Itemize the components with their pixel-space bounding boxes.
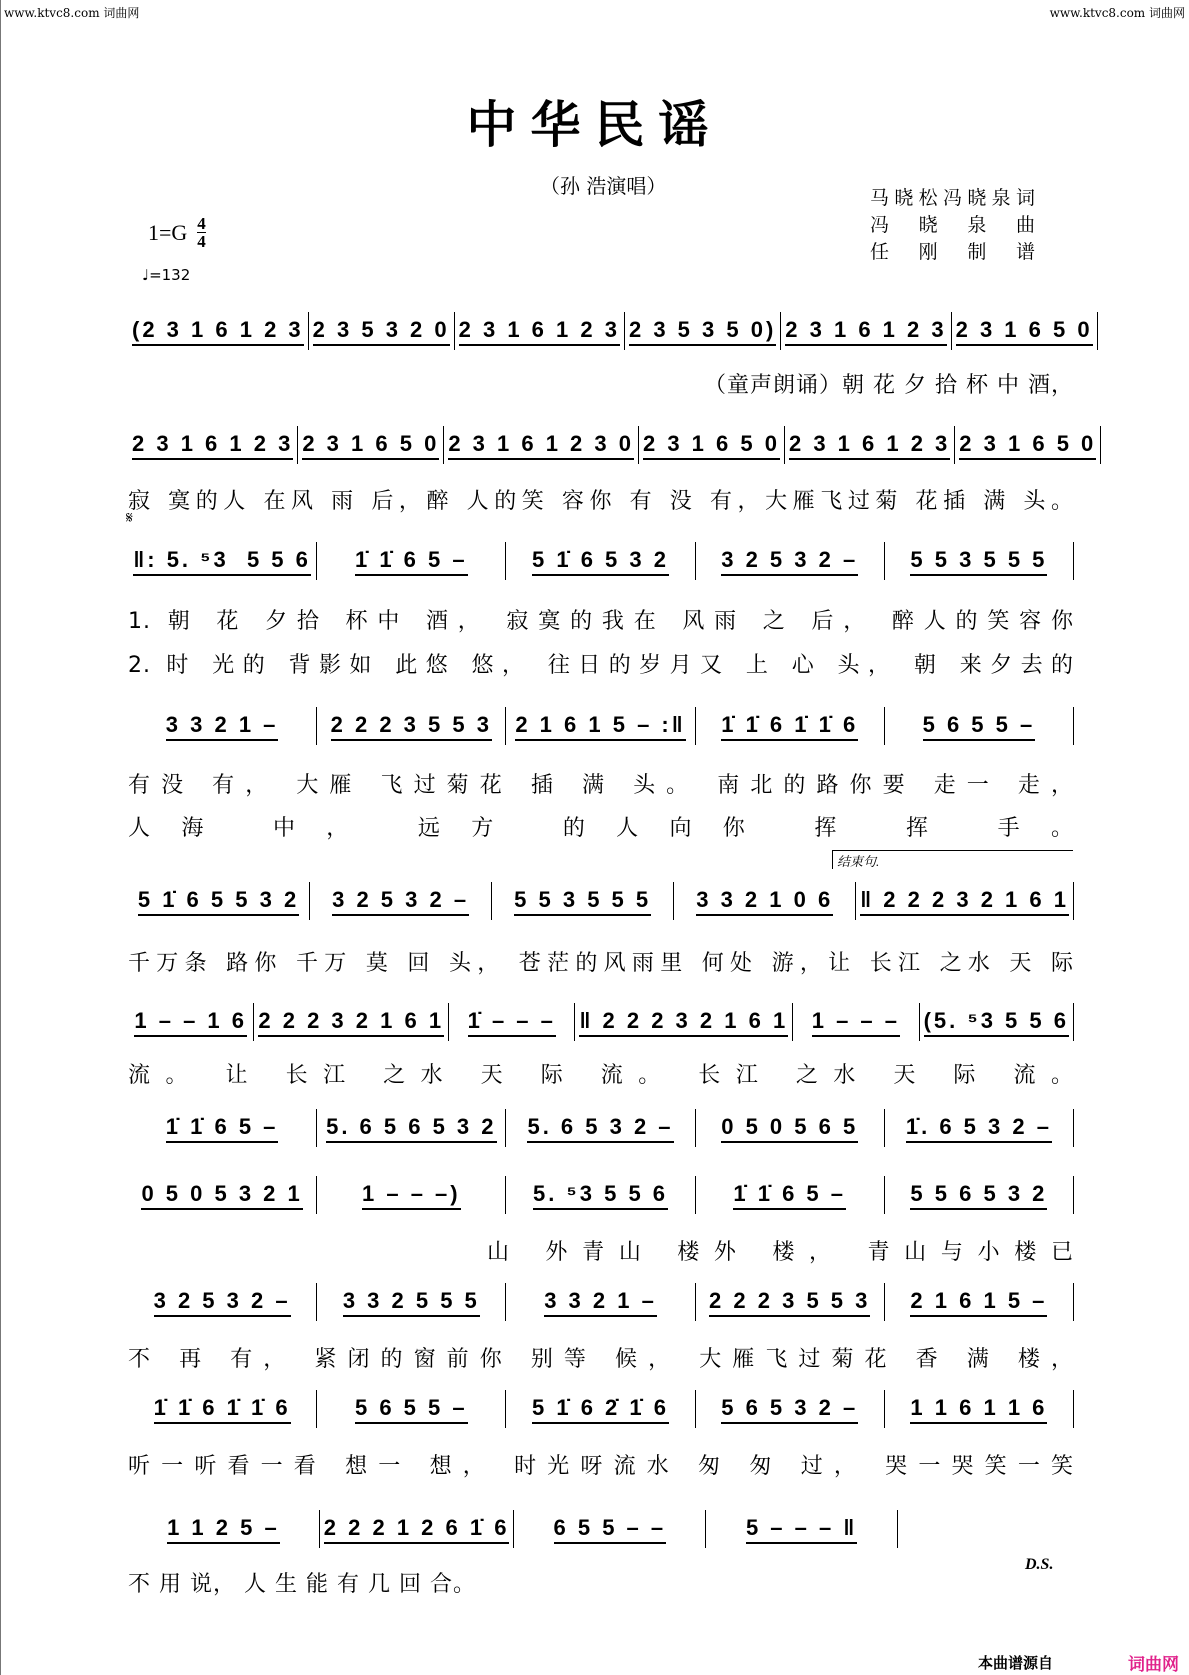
measure-notes: 1 – – –) bbox=[362, 1181, 461, 1210]
measure bbox=[696, 707, 885, 745]
measure-notes: 5 5 3 5 5 5 bbox=[514, 887, 651, 916]
measure-notes: 3 3 2 5 5 5 bbox=[343, 1288, 480, 1317]
staff-row bbox=[128, 1510, 898, 1548]
measure bbox=[310, 882, 492, 920]
measure bbox=[128, 707, 317, 745]
staff-row bbox=[128, 426, 1097, 464]
measure-notes: 2 3 5 3 5 0) bbox=[629, 317, 776, 346]
measure bbox=[885, 1283, 1074, 1321]
measure bbox=[128, 426, 298, 464]
measure bbox=[506, 1390, 695, 1428]
key-signature bbox=[148, 215, 206, 250]
measure-notes: 1̇. 6 5 3 2 – bbox=[906, 1114, 1052, 1143]
measure-notes: 5 – – – ‖ bbox=[746, 1515, 857, 1544]
measure bbox=[955, 426, 1101, 464]
measure-notes: 5 6 5 5 – bbox=[923, 712, 1036, 741]
measure bbox=[506, 1283, 695, 1321]
staff-row bbox=[128, 1109, 1074, 1147]
measure-notes: 2 2 2 3 2 1 6 1 bbox=[258, 1008, 444, 1037]
measure bbox=[506, 707, 695, 745]
measure-notes: 1 – – 1 6 bbox=[134, 1008, 247, 1037]
measure-notes: 3 2 5 3 2 – bbox=[721, 547, 858, 576]
staff-row bbox=[128, 1390, 1074, 1428]
measure bbox=[696, 542, 885, 580]
measure bbox=[128, 1176, 317, 1214]
measure bbox=[793, 1003, 919, 1041]
measure bbox=[317, 1176, 506, 1214]
measure-notes: 5 1̇ 6 5 3 2 bbox=[532, 547, 669, 576]
measure-notes: 2 3 1 6 1 2 3 bbox=[789, 431, 950, 460]
measure bbox=[455, 312, 625, 350]
measure bbox=[706, 1510, 898, 1548]
measure-notes: 2 3 1 6 1 2 3 bbox=[132, 431, 293, 460]
measure-notes: 5 5 6 5 3 2 bbox=[910, 1181, 1047, 1210]
measure-notes: 2 3 1 6 5 0 bbox=[643, 431, 780, 460]
lyric-line: 不 再 有， 紧闭的窗前你 别等 候， 大雁飞过菊花 香 满 楼， bbox=[128, 1347, 1074, 1372]
measure-notes: 2 1 6 1 5 – :‖ bbox=[515, 712, 685, 741]
measure-notes: 2 3 1 6 5 0 bbox=[302, 431, 439, 460]
lyric-line: 听一听看一看 想一 想， 时光呀流水 匆 匆 过， 哭一哭笑一笑 bbox=[128, 1454, 1074, 1479]
staff-row bbox=[128, 1176, 1074, 1214]
page-border bbox=[0, 0, 1, 1675]
credits bbox=[870, 185, 1035, 266]
measure-notes: 0 5 0 5 3 2 1 bbox=[141, 1181, 302, 1210]
measure bbox=[506, 1109, 695, 1147]
measure bbox=[128, 312, 309, 350]
measure bbox=[317, 1283, 506, 1321]
measure bbox=[785, 426, 955, 464]
measure bbox=[885, 1176, 1074, 1214]
singer: （孙 浩演唱） bbox=[540, 174, 667, 198]
measure-notes: 1̇ 1̇ 6 5 – bbox=[355, 547, 468, 576]
staff-row bbox=[128, 312, 1093, 350]
measure bbox=[885, 542, 1074, 580]
lyric-line: （童声朗诵）朝 花 夕 拾 杯 中 酒， bbox=[704, 373, 1074, 398]
measure-notes: (2 3 1 6 1 2 3 bbox=[132, 317, 304, 346]
measure-notes: 5. ⁵3 5 5 6 bbox=[533, 1181, 668, 1210]
footer-brand: 词曲网 bbox=[1128, 1655, 1179, 1675]
lyric-line: 不 用 说， 人 生 能 有 几 回 合。 bbox=[128, 1572, 476, 1597]
segno-icon: 𝄋 bbox=[126, 508, 133, 527]
measure-notes: 2 2 2 1 2 6 1̇ 6 bbox=[324, 1515, 510, 1544]
measure-notes: 3 3 2 1 0 6 bbox=[696, 887, 833, 916]
measure bbox=[492, 882, 674, 920]
tempo: ♩=132 bbox=[142, 266, 191, 284]
measure bbox=[885, 1390, 1074, 1428]
staff-row bbox=[128, 542, 1074, 580]
transcriber: 任 刚 制 谱 bbox=[870, 241, 1035, 263]
measure-notes: 5. 6 5 3 2 – bbox=[527, 1114, 673, 1143]
measure bbox=[128, 1003, 254, 1041]
measure-notes: 2 3 1 6 1 2 3 bbox=[459, 317, 620, 346]
measure bbox=[885, 707, 1074, 745]
key: 1=G bbox=[148, 219, 188, 245]
measure bbox=[444, 426, 639, 464]
lyric-line: 山 外青山 楼外 楼， 青山与小楼已 bbox=[487, 1240, 1074, 1265]
measure bbox=[696, 1109, 885, 1147]
measure-notes: 3 2 5 3 2 – bbox=[332, 887, 469, 916]
measure-notes: 5 6 5 5 – bbox=[355, 1395, 468, 1424]
measure-notes: 5 6 5 3 2 – bbox=[721, 1395, 858, 1424]
measure bbox=[639, 426, 785, 464]
measure bbox=[298, 426, 444, 464]
measure-notes: 3 2 5 3 2 – bbox=[154, 1288, 291, 1317]
measure bbox=[856, 882, 1074, 920]
measure-notes: 6 5 5 – – bbox=[554, 1515, 667, 1544]
measure-notes: 1̇ 1̇ 6 1̇ 1̇ 6 bbox=[721, 712, 858, 741]
measure bbox=[696, 1283, 885, 1321]
measure bbox=[885, 1109, 1074, 1147]
measure-notes: (5. ⁵3 5 5 6 bbox=[924, 1008, 1069, 1037]
measure-notes: 1̇ – – – bbox=[468, 1008, 556, 1037]
measure bbox=[254, 1003, 449, 1041]
measure-notes: 5. 6 5 6 5 3 2 bbox=[326, 1114, 496, 1143]
lyric-line: 寂 寞的人 在风 雨 后，醉 人的笑 容你 有 没 有，大雁飞过菊 花插 满 头。 bbox=[128, 489, 1074, 514]
measure bbox=[317, 707, 506, 745]
lyricist: 马晓松冯晓泉词 bbox=[870, 187, 1035, 209]
measure-notes: 2 3 5 3 2 0 bbox=[313, 317, 450, 346]
measure-notes: ‖ 2 2 2 3 2 1 6 1 bbox=[860, 887, 1069, 916]
measure-notes: 1 1 6 1 1 6 bbox=[910, 1395, 1047, 1424]
measure-notes: 1̇ 1̇ 6 5 – bbox=[166, 1114, 279, 1143]
lyric-line: 人海 中， 远方 的人向你 挥 挥 手。 bbox=[128, 816, 1074, 841]
measure bbox=[309, 312, 455, 350]
measure bbox=[317, 542, 506, 580]
measure bbox=[674, 882, 856, 920]
watermark-left: www.ktvc8.com 词曲网 bbox=[4, 6, 140, 20]
measure bbox=[128, 882, 310, 920]
staff-row bbox=[128, 882, 1074, 920]
measure bbox=[506, 542, 695, 580]
measure-notes: 5 1̇ 6 2̇ 1̇ 6 bbox=[532, 1395, 669, 1424]
measure-notes: 2 3 1 6 1 2 3 bbox=[785, 317, 946, 346]
measure bbox=[781, 312, 951, 350]
measure bbox=[449, 1003, 575, 1041]
measure bbox=[317, 1109, 506, 1147]
lyric-line: 千万条 路你 千万 莫 回 头， 苍茫的风雨里 何处 游，让 长江 之水 天 际 bbox=[128, 951, 1074, 976]
time-signature: $\frac{4}{4}$ bbox=[197, 214, 206, 251]
measure-notes: 1 – – – bbox=[812, 1008, 900, 1037]
measure-notes: 1̇ 1̇ 6 1̇ 1̇ 6 bbox=[154, 1395, 291, 1424]
measure-notes: ‖ 2 2 2 3 2 1 6 1 bbox=[579, 1008, 788, 1037]
staff-row bbox=[128, 1283, 1074, 1321]
lyric-line: 流。 让 长江 之水 天 际 流。 长江 之水 天 际 流。 bbox=[128, 1063, 1074, 1088]
measure-notes: 2 3 1 6 5 0 bbox=[959, 431, 1096, 460]
ending-bracket: 结束句. bbox=[832, 850, 1073, 869]
watermark-right: www.ktvc8.com 词曲网 bbox=[1049, 6, 1185, 20]
measure bbox=[696, 1390, 885, 1428]
measure bbox=[920, 1003, 1074, 1041]
lyric-line: 2. 时 光的 背影如 此悠 悠， 往日的岁月又 上 心 头， 朝 来夕去的 bbox=[128, 653, 1074, 678]
lyric-line: 有没 有， 大雁 飞过菊花 插 满 头。 南北的路你要 走一 走， bbox=[128, 773, 1074, 798]
measure bbox=[128, 542, 317, 580]
measure-notes: 2 2 2 3 5 5 3 bbox=[709, 1288, 870, 1317]
measure-notes: 0 5 0 5 6 5 bbox=[721, 1114, 858, 1143]
measure-notes: 3 3 2 1 – bbox=[544, 1288, 657, 1317]
measure bbox=[128, 1109, 317, 1147]
measure-notes: 1 1 2 5 – bbox=[167, 1515, 280, 1544]
measure bbox=[575, 1003, 793, 1041]
measure bbox=[317, 1390, 506, 1428]
lyric-line: 1. 朝 花 夕拾 杯中 酒， 寂寞的我在 风雨 之 后， 醉人的笑容你 bbox=[128, 609, 1074, 634]
song-title: 中华民谣 bbox=[466, 95, 723, 154]
staff-row bbox=[128, 1003, 1074, 1041]
measure bbox=[320, 1510, 515, 1548]
measure bbox=[514, 1510, 706, 1548]
measure bbox=[506, 1176, 695, 1214]
measure-notes: ‖: 5. ⁵3 5 5 6 bbox=[133, 547, 311, 576]
measure bbox=[952, 312, 1098, 350]
footer-source: 本曲谱源自 bbox=[978, 1654, 1054, 1672]
measure-notes: 5 1̇ 6 5 5 3 2 bbox=[138, 887, 299, 916]
measure-notes: 2 3 1 6 5 0 bbox=[956, 317, 1093, 346]
measure bbox=[625, 312, 781, 350]
measure bbox=[128, 1283, 317, 1321]
measure-notes: 1̇ 1̇ 6 5 – bbox=[733, 1181, 846, 1210]
measure-notes: 5 5 3 5 5 5 bbox=[910, 547, 1047, 576]
composer: 冯 晓 泉 曲 bbox=[870, 214, 1035, 236]
staff-row bbox=[128, 707, 1074, 745]
ds-marking: D.S. bbox=[1025, 1556, 1054, 1573]
measure-notes: 2 2 2 3 5 5 3 bbox=[331, 712, 492, 741]
measure bbox=[696, 1176, 885, 1214]
measure-notes: 3 3 2 1 – bbox=[166, 712, 279, 741]
measure-notes: 2 3 1 6 1 2 3 0 bbox=[448, 431, 634, 460]
measure bbox=[128, 1390, 317, 1428]
measure-notes: 2 1 6 1 5 – bbox=[910, 1288, 1047, 1317]
measure bbox=[128, 1510, 320, 1548]
